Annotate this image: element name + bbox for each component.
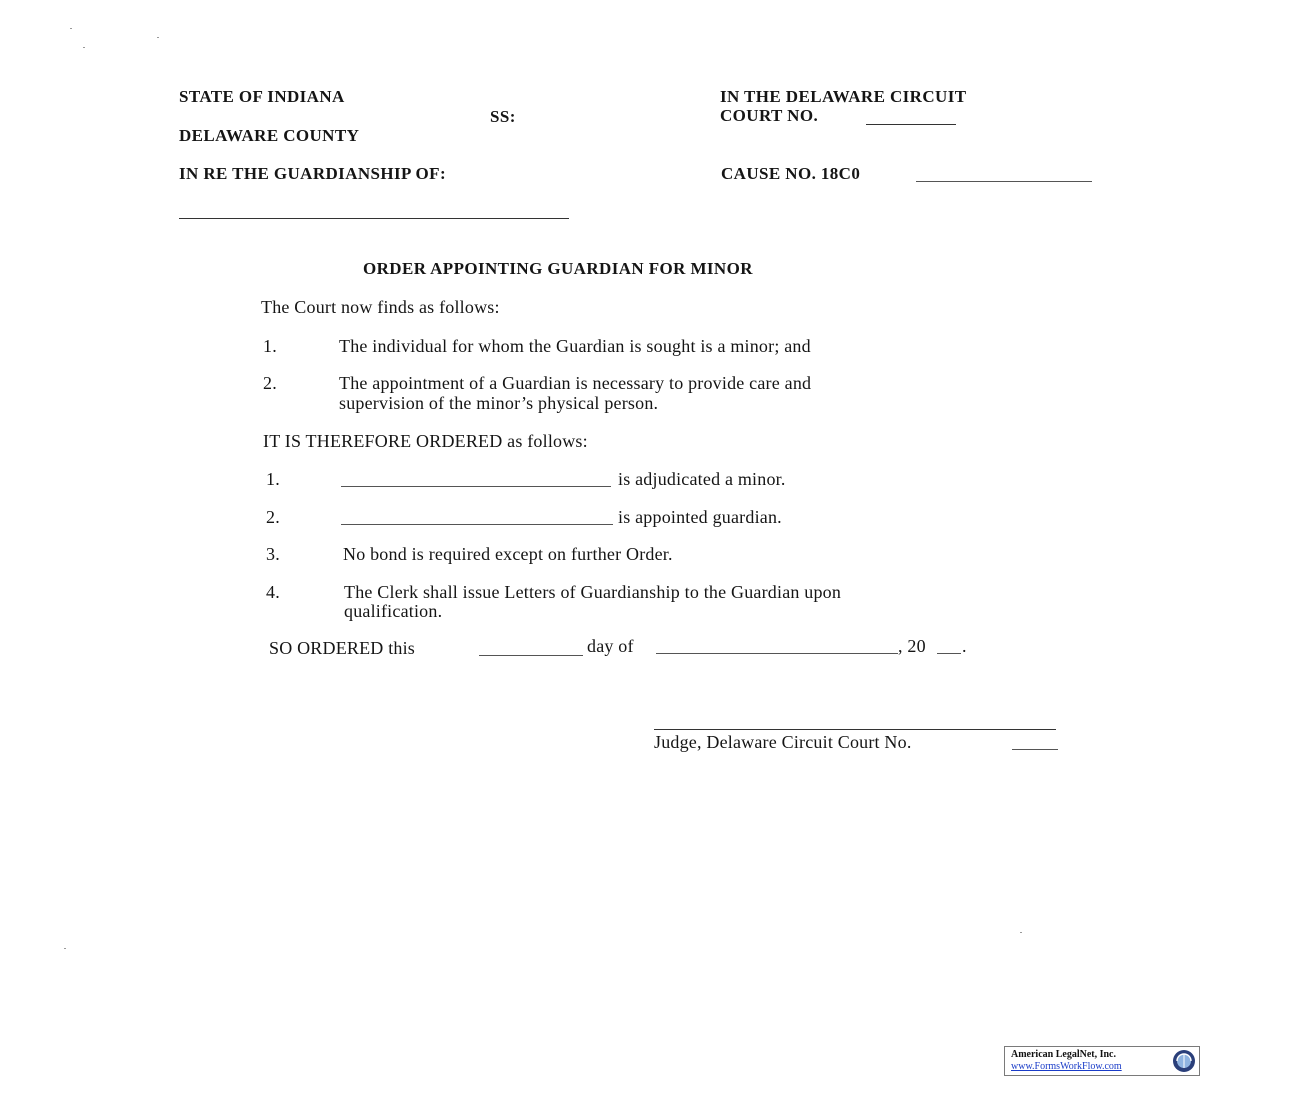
guardianship-name-blank[interactable] <box>179 218 569 219</box>
scan-speck <box>70 28 72 29</box>
finding-text: supervision of the minor’s physical person. <box>339 393 659 413</box>
order-number: 2. <box>266 507 280 527</box>
order-text: qualification. <box>344 601 443 621</box>
caption-ss: SS: <box>490 107 516 126</box>
scan-speck <box>1020 932 1022 933</box>
minor-name-blank[interactable] <box>341 486 611 487</box>
order-text: is appointed guardian. <box>618 507 782 527</box>
scan-speck <box>64 948 66 949</box>
footer-url-link[interactable]: www.FormsWorkFlow.com <box>1011 1061 1122 1072</box>
finding-text: The individual for whom the Guardian is sought is a minor; and <box>339 336 811 356</box>
finding-number: 2. <box>263 373 277 393</box>
caption-county: DELAWARE COUNTY <box>179 126 360 145</box>
order-title: ORDER APPOINTING GUARDIAN FOR MINOR <box>363 259 753 278</box>
order-text: No bond is required except on further Order. <box>343 544 673 564</box>
so-ordered-day-of: day of <box>587 636 634 656</box>
order-text: The Clerk shall issue Letters of Guardianship to the Guardian upon <box>344 582 842 602</box>
footer-company-name: American LegalNet, Inc. <box>1011 1049 1116 1060</box>
footer-logo[interactable] <box>1004 1046 1200 1076</box>
cause-number-blank[interactable] <box>916 181 1092 182</box>
order-number: 4. <box>266 582 280 602</box>
order-text: is adjudicated a minor. <box>618 469 786 489</box>
orders-intro: IT IS THEREFORE ORDERED as follows: <box>263 431 588 451</box>
scan-speck <box>157 37 159 38</box>
day-blank[interactable] <box>479 655 583 656</box>
globe-icon <box>1171 1048 1197 1074</box>
findings-intro: The Court now finds as follows: <box>261 297 500 317</box>
caption-cause-number: CAUSE NO. 18C0 <box>721 164 861 183</box>
judge-court-number-blank[interactable] <box>1012 749 1058 750</box>
judge-signature-label: Judge, Delaware Circuit Court No. <box>654 732 912 752</box>
judge-signature-line[interactable] <box>654 729 1056 730</box>
caption-court-line2: COURT NO. <box>720 106 819 125</box>
so-ordered-year-prefix: , 20 <box>898 636 926 656</box>
month-blank[interactable] <box>656 653 898 654</box>
year-blank[interactable] <box>937 653 961 654</box>
order-number: 3. <box>266 544 280 564</box>
caption-state: STATE OF INDIANA <box>179 87 345 106</box>
so-ordered-suffix: . <box>962 636 967 656</box>
guardian-name-blank[interactable] <box>341 524 613 525</box>
caption-court-line1: IN THE DELAWARE CIRCUIT <box>720 87 967 106</box>
caption-in-re: IN RE THE GUARDIANSHIP OF: <box>179 164 447 183</box>
order-number: 1. <box>266 469 280 489</box>
finding-text: The appointment of a Guardian is necessary to provide care and <box>339 373 812 393</box>
so-ordered-prefix: SO ORDERED this <box>269 638 416 658</box>
finding-number: 1. <box>263 336 277 356</box>
court-number-blank[interactable] <box>866 124 956 125</box>
scan-speck <box>83 47 85 48</box>
